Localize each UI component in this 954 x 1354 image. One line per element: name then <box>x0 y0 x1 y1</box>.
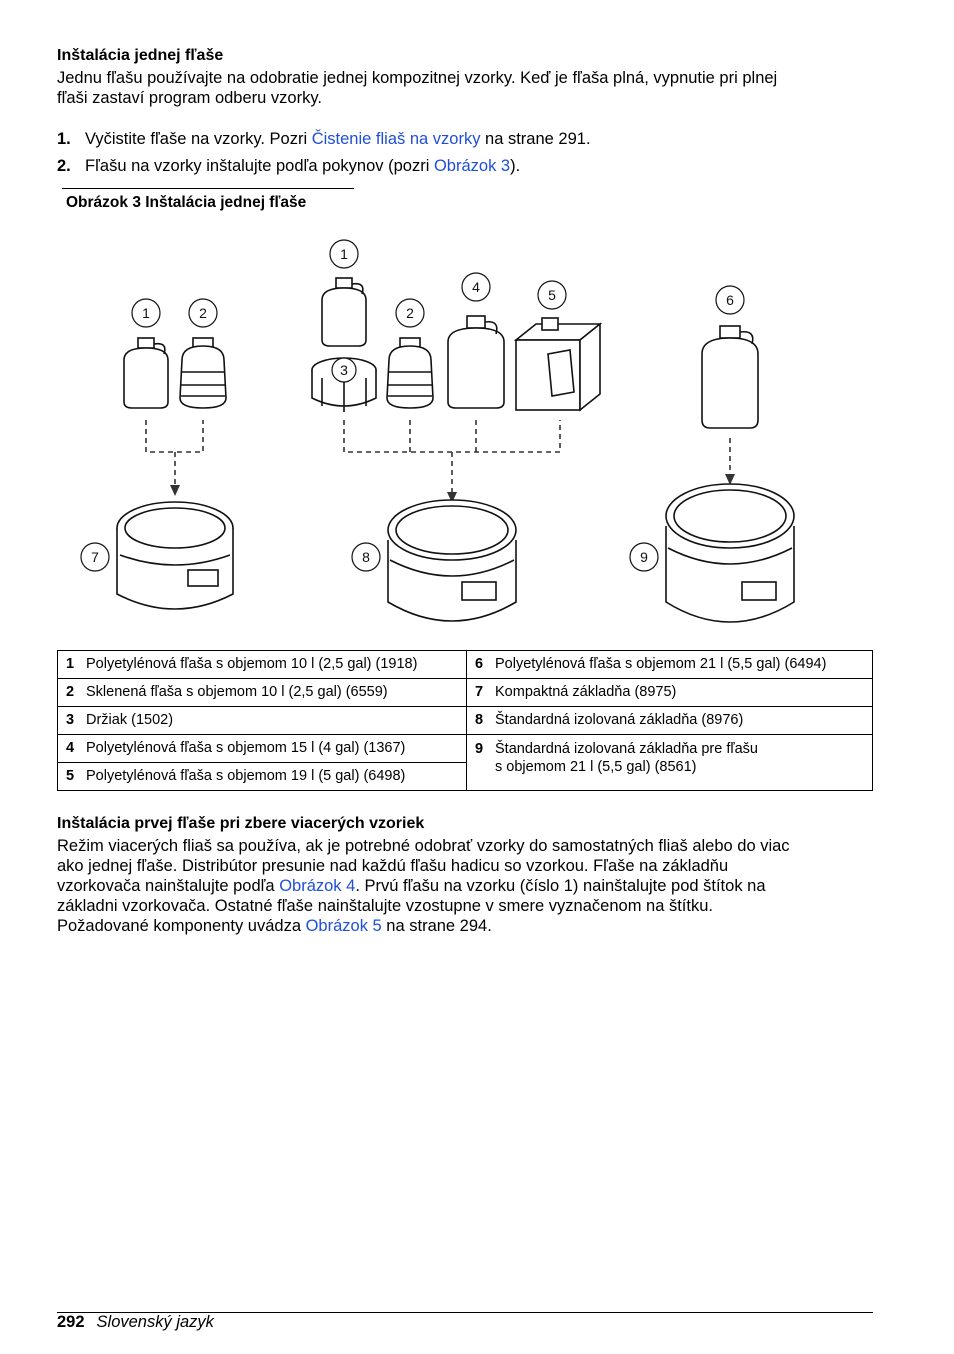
callout-1-top: 1 <box>340 246 348 262</box>
legend-number: 2 <box>66 684 75 700</box>
callout-2: 2 <box>199 305 207 321</box>
bottle-10l-poly-top-icon <box>322 278 366 346</box>
legend-number: 7 <box>475 684 484 700</box>
table-row <box>58 679 873 707</box>
legend-number: 6 <box>475 656 484 672</box>
link-figure-3[interactable]: Obrázok 3 <box>433 157 511 175</box>
legend-cell <box>58 651 467 679</box>
page-number: 292 <box>57 1313 85 1331</box>
legend-number: 1 <box>66 656 75 672</box>
bottle-15l-poly-icon <box>448 316 504 408</box>
paragraph-text: vzorkovača nainštalujte podľa <box>57 877 280 895</box>
step-1 <box>57 129 591 149</box>
section-paragraph <box>57 68 897 108</box>
legend-cell <box>58 735 467 763</box>
legend-text: Štandardná izolovaná základňa (8976) <box>495 712 744 728</box>
table-row <box>58 651 873 679</box>
step-text: na strane 291. <box>480 130 591 148</box>
step-number: 2. <box>57 157 71 175</box>
callout-9: 9 <box>640 549 648 565</box>
legend-number: 5 <box>66 768 75 784</box>
legend-text: Polyetylénová fľaša s objemom 15 l (4 gal) (1367) <box>86 740 406 756</box>
step-2 <box>57 156 520 176</box>
link-figure-5[interactable]: Obrázok 5 <box>305 917 382 935</box>
step-text: ). <box>510 157 521 175</box>
legend-text: Polyetylénová fľaša s objemom 10 l (2,5 gal) (1918) <box>86 656 418 672</box>
step-number: 1. <box>57 130 71 148</box>
legend-number: 4 <box>66 740 75 756</box>
callout-3: 3 <box>340 362 348 378</box>
glass-bottle-middle-icon <box>387 338 433 408</box>
paragraph-line: ako jednej fľaše. Distribútor presunie nad každú fľašu hadicu so vzorkou. Fľaše na základňu <box>57 857 729 875</box>
footer <box>57 1313 214 1332</box>
footer-language: Slovenský jazyk <box>96 1313 214 1331</box>
legend-text: Polyetylénová fľaša s objemom 21 l (5,5 gal) (6494) <box>495 656 827 672</box>
step-text: Vyčistite fľaše na vzorky. Pozri <box>85 130 312 148</box>
standard-insulated-base-icon <box>388 500 516 621</box>
legend-cell <box>467 651 873 679</box>
paragraph-line: Režim viacerých fliaš sa používa, ak je potrebné odobrať vzorky do samostatných fliaš alebo do viac <box>57 837 790 855</box>
paragraph-text: na strane 294. <box>381 917 492 935</box>
callout-7: 7 <box>91 549 99 565</box>
legend-cell <box>58 707 467 735</box>
paragraph-line: Jednu fľašu používajte na odobratie jednej kompozitnej vzorky. Keď je fľaša plná, vypnutie pri plnej <box>57 69 778 87</box>
section-heading-multi-bottle: Inštalácia prvej fľaše pri zbere viacerých vzoriek <box>57 815 425 832</box>
legend-text: Držiak (1502) <box>86 712 174 728</box>
legend-text: Sklenená fľaša s objemom 10 l (2,5 gal) (6559) <box>86 684 388 700</box>
legend-cell <box>467 679 873 707</box>
legend-cell <box>467 735 873 791</box>
callout-8: 8 <box>362 549 370 565</box>
legend-cell <box>58 679 467 707</box>
legend-number: 8 <box>475 712 484 728</box>
section-paragraph <box>57 836 897 936</box>
legend-table <box>57 650 873 791</box>
legend-number: 9 <box>475 741 484 757</box>
link-cleaning-bottles[interactable]: Čistenie fliaš na vzorky <box>311 130 481 148</box>
legend-cell <box>467 707 873 735</box>
figure-caption: Obrázok 3 Inštalácia jednej fľaše <box>66 194 307 211</box>
table-row <box>58 707 873 735</box>
callout-6: 6 <box>726 292 734 308</box>
figure-rule <box>62 188 354 189</box>
legend-text: Štandardná izolovaná základňa pre fľašu <box>495 741 758 757</box>
standard-insulated-base-21l-icon <box>666 484 794 622</box>
legend-number: 3 <box>66 712 75 728</box>
bottle-10l-poly-icon <box>124 338 168 408</box>
paragraph-line <box>57 916 897 936</box>
glass-bottle-icon <box>180 338 226 408</box>
paragraph-line <box>57 876 897 896</box>
callout-1: 1 <box>142 305 150 321</box>
legend-text: Polyetylénová fľaša s objemom 19 l (5 gal) (6498) <box>86 768 406 784</box>
legend-cell <box>58 763 467 791</box>
paragraph-text: . Prvú fľašu na vzorku (číslo 1) nainštalujte pod štítok na <box>355 877 766 895</box>
callout-4: 4 <box>472 279 480 295</box>
legend-text: Kompaktná základňa (8975) <box>495 684 677 700</box>
section-heading-single-bottle: Inštalácia jednej fľaše <box>57 47 224 64</box>
callout-2-mid: 2 <box>406 305 414 321</box>
legend-text: s objemom 21 l (5,5 gal) (8561) <box>495 759 697 775</box>
link-figure-4[interactable]: Obrázok 4 <box>279 877 356 895</box>
bottle-19l-poly-icon <box>516 318 600 410</box>
figure-illustration <box>60 230 880 640</box>
paragraph-line: fľaši zastaví program odberu vzorky. <box>57 89 322 107</box>
callout-5: 5 <box>548 287 556 303</box>
bottle-21l-poly-icon <box>702 326 758 428</box>
paragraph-text: Požadované komponenty uvádza <box>57 917 306 935</box>
paragraph-line: základni vzorkovača. Ostatné fľaše nainštalujte vzostupne v smere vyznačenom na štítku. <box>57 897 713 915</box>
step-text: Fľašu na vzorky inštalujte podľa pokynov (pozri <box>85 157 434 175</box>
table-row <box>58 735 873 763</box>
compact-base-icon <box>117 502 233 609</box>
